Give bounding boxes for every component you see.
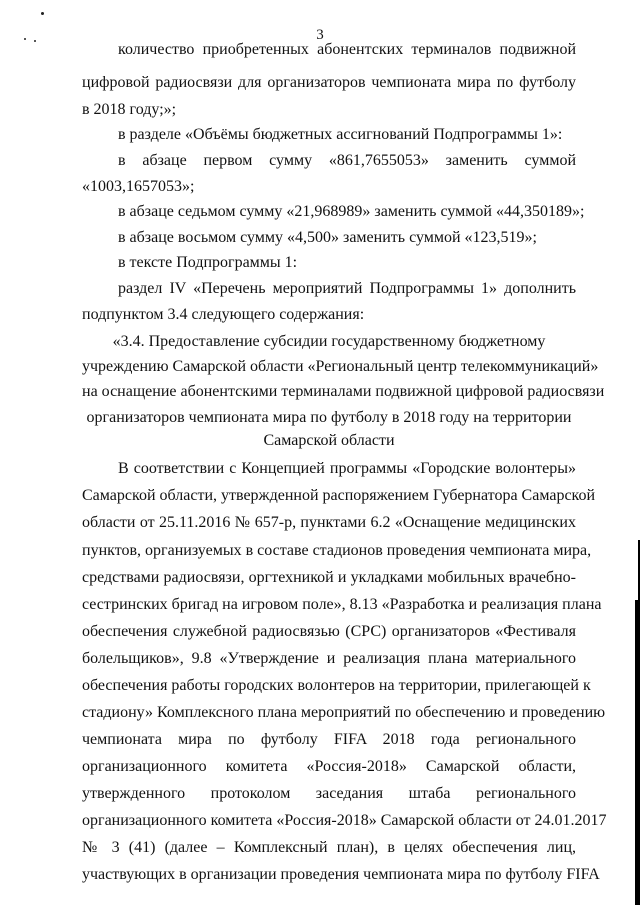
text-line: области от 25.11.2016 № 657-р, пунктами 6.2 «Оснащение медицинских (82, 514, 576, 531)
text-line: сестринских бригад на игровом поле», 8.13 «Разработка и реализация плана (82, 596, 602, 613)
text-line: № 3 (41) (далее – Комплексный план), в целях обеспечения лиц, (82, 839, 576, 856)
text-line: В соответствии с Концепцией программы «Городские волонтеры» (118, 460, 576, 477)
text-line: в тексте Подпрограммы 1: (118, 254, 298, 271)
text-line: организационного комитета «Россия-2018» Самарской области, (82, 758, 576, 775)
scan-speck (34, 40, 36, 42)
text-line: подпунктом 3.4 следующего содержания: (82, 306, 365, 323)
text-line: «1003,1657053»; (82, 178, 195, 195)
quoted-heading-line: на оснащение абонентскими терминалами подвижной цифровой радиосвязи (82, 383, 605, 400)
text-line: в абзаце седьмом сумму «21,968989» заменить суммой «44,350189»; (118, 203, 585, 220)
quoted-heading-line: учреждению Самарской области «Региональный центр телекоммуникаций» (82, 358, 599, 375)
quoted-heading-line: Самарской области (263, 432, 395, 449)
page-number: 3 (316, 27, 324, 43)
text-line: раздел IV «Перечень мероприятий Подпрограммы 1» дополнить (118, 280, 576, 297)
text-line: средствами радиосвязи, оргтехникой и укладками мобильных врачебно- (82, 569, 576, 586)
text-line: количество приобретенных абонентских терминалов подвижной (118, 41, 576, 58)
text-line: цифровой радиосвязи для организаторов чемпионата мира по футболу (82, 74, 576, 91)
quoted-heading-line: организаторов чемпионата мира по футболу в 2018 году на территории (86, 409, 572, 426)
text-line: обеспечения служебной радиосвязью (СРС) организаторов «Фестиваля (82, 623, 576, 640)
scan-edge-shadow (635, 600, 640, 905)
text-line: в 2018 году;»; (82, 101, 177, 118)
text-line: в абзаце восьмом сумму «4,500» заменить суммой «123,519»; (118, 229, 537, 246)
text-line: стадиону» Комплексного плана мероприятий по обеспечению и проведению (82, 704, 606, 721)
text-line: болельщиков», 9.8 «Утверждение и реализация плана материального (82, 650, 576, 667)
text-line: чемпионата мира по футболу FIFA 2018 года регионального (82, 731, 576, 748)
text-line: в абзаце первом сумму «861,7655053» заменить суммой (118, 152, 576, 169)
text-line: обеспечения работы городских волонтеров на территории, прилегающей к (82, 677, 591, 694)
text-line: участвующих в организации проведения чемпионата мира по футболу FIFA (82, 866, 600, 883)
scan-speck (41, 12, 44, 15)
quoted-heading-line: «3.4. Предоставление субсидии государственному бюджетному (112, 333, 546, 350)
text-line: в разделе «Объёмы бюджетных ассигнований Подпрограммы 1»: (118, 126, 563, 143)
text-line: организационного комитета «Россия-2018» Самарской области от 24.01.2017 (82, 812, 607, 829)
scan-speck (24, 38, 26, 40)
text-line: пунктов, организуемых в составе стадионов проведения чемпионата мира, (82, 542, 592, 559)
text-line: утвержденного протоколом заседания штаба регионального (82, 785, 576, 802)
text-line: Самарской области, утвержденной распоряжением Губернатора Самарской (82, 487, 596, 504)
